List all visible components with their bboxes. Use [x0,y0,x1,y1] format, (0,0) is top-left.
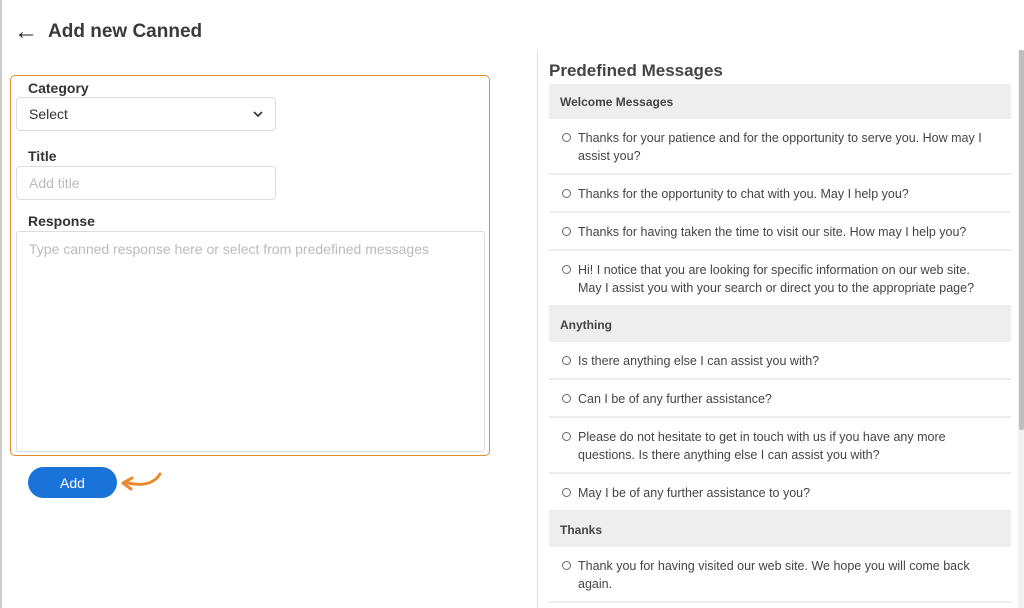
message-text: Hi! I notice that you are looking for specific information on our web site. May I assist you with your search or direct you to the appropriate page? [578,263,975,295]
add-button[interactable]: Add [28,467,117,498]
message-item[interactable] [549,474,1011,512]
message-text: Thanks for your patience and for the opportunity to serve you. How may I assist you? [578,131,982,163]
message-text: Please do not hesitate to get in touch with us if you have any more questions. Is there anything else I can assist you with? [578,430,946,462]
arrow-left-icon[interactable]: ← [14,18,38,45]
message-text: Thanks for having taken the time to visit our site. How may I help you? [578,225,967,239]
bullet-icon [562,488,571,497]
title-label: Title [28,148,57,164]
title-input[interactable] [16,166,276,200]
page-header [14,20,202,44]
bullet-icon [562,189,571,198]
message-list [549,84,1011,603]
section-header: Thanks [549,512,1011,547]
page-title: Add new Canned [48,21,203,42]
response-placeholder: Type canned response here or select from predefined messages [29,241,430,257]
message-item[interactable] [549,119,1011,175]
bullet-icon [562,432,571,441]
chevron-down-icon [253,111,263,117]
section-header: Welcome Messages [549,84,1011,119]
response-label: Response [28,213,95,229]
message-item[interactable] [549,251,1011,307]
message-text: Thanks for the opportunity to chat with you. May I help you? [578,187,909,201]
title-placeholder: Add title [29,175,80,191]
message-text: Thank you for having visited our web site. We hope you will come back again. [578,559,970,591]
message-item[interactable] [549,547,1011,603]
message-item[interactable] [549,342,1011,380]
bullet-icon [562,133,571,142]
category-value: Select [29,106,68,122]
bullet-icon [562,394,571,403]
bullet-icon [562,356,571,365]
scrollbar-thumb[interactable] [1019,50,1024,430]
category-label: Category [28,80,89,96]
response-textarea[interactable] [16,231,485,452]
message-item[interactable] [549,380,1011,418]
message-text: Can I be of any further assistance? [578,392,772,406]
bullet-icon [562,265,571,274]
bullet-icon [562,227,571,236]
category-select[interactable] [16,97,276,131]
canned-form [10,75,490,456]
message-text: Is there anything else I can assist you with? [578,354,820,368]
predefined-messages-panel [537,50,1018,608]
message-text: May I be of any further assistance to you? [578,486,811,500]
panel-title: Predefined Messages [549,61,723,80]
section-header: Anything [549,307,1011,342]
pointer-arrow-icon [120,472,162,494]
left-border [0,0,2,608]
message-item[interactable] [549,175,1011,213]
message-item[interactable] [549,213,1011,251]
bullet-icon [562,561,571,570]
message-item[interactable] [549,418,1011,474]
